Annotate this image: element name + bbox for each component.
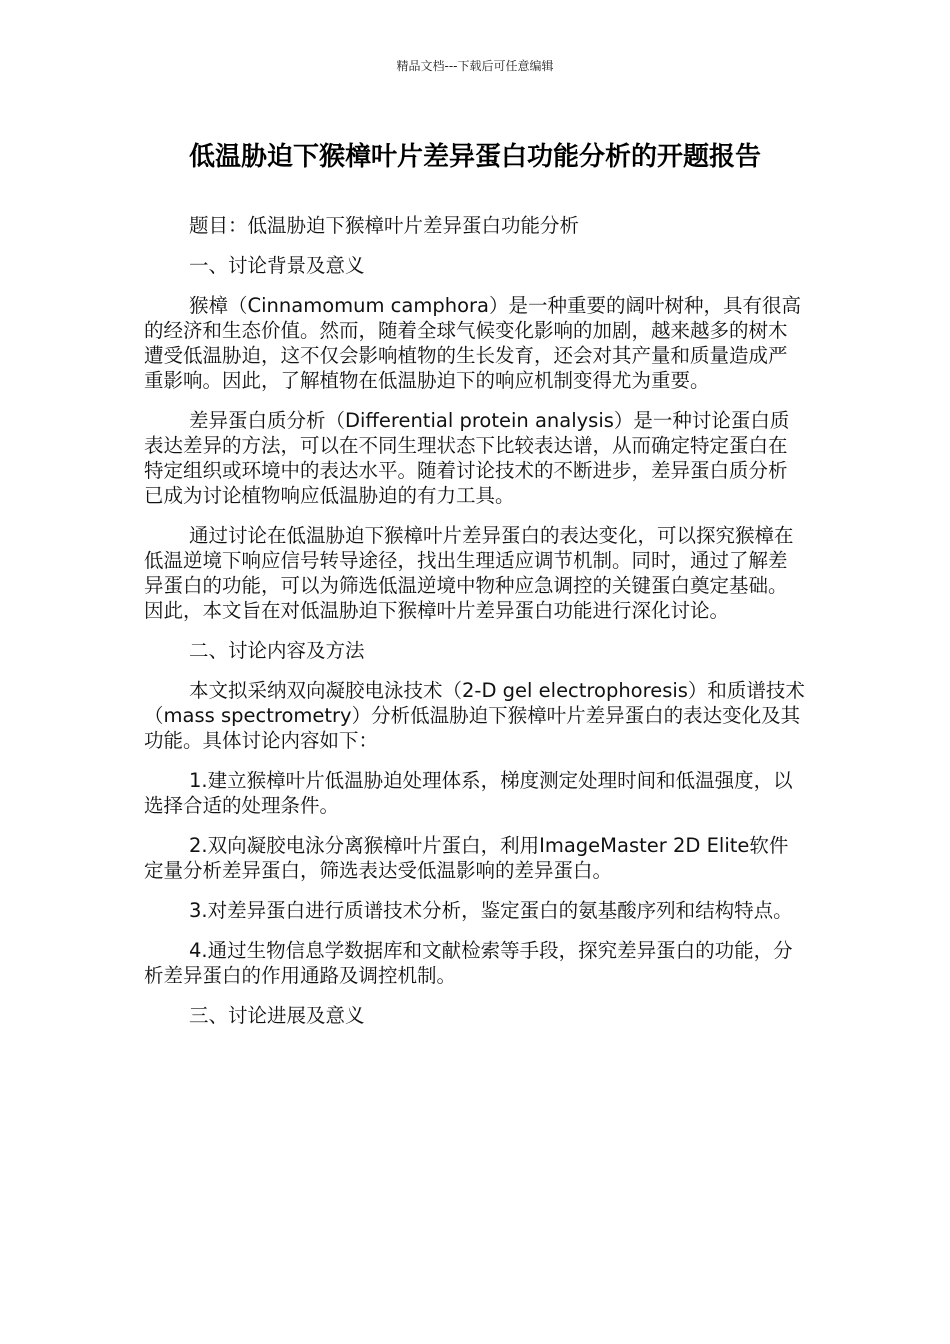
header-note: 精品文档---下载后可任意编辑 — [396, 59, 554, 73]
paragraph-background-1: 猴樟（Cinnamomum camphora）是一种重要的阔叶树种，具有很高的经济和生态价值。然而，随着全球气候变化影响的加剧，越来越多的树木遭受低温胁迫，这不仅会影响植物的生长发育，还会对其产量和质量造成严重影响。因此，了解植物在低温胁迫下的响应机制变得尤为重要。 — [144, 294, 801, 392]
list-item-3: 3.对差异蛋白进行质谱技术分析，鉴定蛋白的氨基酸序列和结构特点。 — [189, 899, 793, 922]
paragraph-background-2: 差异蛋白质分析（Differential protein analysis）是一种讨论蛋白质表达差异的方法，可以在不同生理状态下比较表达谱，从而确定特定蛋白在特定组织或环境中的表达水平。随着讨论技术的不断进步，差异蛋白质分析已成为讨论植物响应低温胁迫的有力工具。 — [144, 409, 790, 507]
list-item-2: 2.双向凝胶电泳分离猴樟叶片蛋白，利用ImageMaster 2D Elite软件定量分析差异蛋白，筛选表达受低温影响的差异蛋白。 — [144, 834, 789, 882]
document-body — [144, 213, 806, 1043]
topic-line: 题目：低温胁迫下猴樟叶片差异蛋白功能分析 — [189, 214, 580, 237]
list-item-4: 4.通过生物信息学数据库和文献检索等手段，探究差异蛋白的功能，分析差异蛋白的作用通路及调控机制。 — [144, 939, 793, 987]
list-item-1: 1.建立猴樟叶片低温胁迫处理体系，梯度测定处理时间和低温强度，以选择合适的处理条件。 — [144, 769, 793, 817]
section-heading-background: 一、讨论背景及意义 — [189, 254, 365, 277]
section-heading-methods: 二、讨论内容及方法 — [189, 639, 365, 662]
section-heading-progress: 三、讨论进展及意义 — [189, 1004, 365, 1027]
paragraph-methods-intro: 本文拟采纳双向凝胶电泳技术（2-D gel electrophoresis）和质谱技术（mass spectrometry）分析低温胁迫下猴樟叶片差异蛋白的表达变化及其功能。具体讨论内容如下： — [144, 679, 805, 752]
paragraph-background-3: 通过讨论在低温胁迫下猴樟叶片差异蛋白的表达变化，可以探究猴樟在低温逆境下响应信号转导途径，找出生理适应调节机制。同时，通过了解差异蛋白的功能，可以为筛选低温逆境中物种应急调控的关键蛋白奠定基础。因此，本文旨在对低温胁迫下猴樟叶片差异蛋白功能进行深化讨论。 — [144, 524, 794, 622]
document-title: 低温胁迫下猴樟叶片差异蛋白功能分析的开题报告 — [188, 142, 761, 172]
